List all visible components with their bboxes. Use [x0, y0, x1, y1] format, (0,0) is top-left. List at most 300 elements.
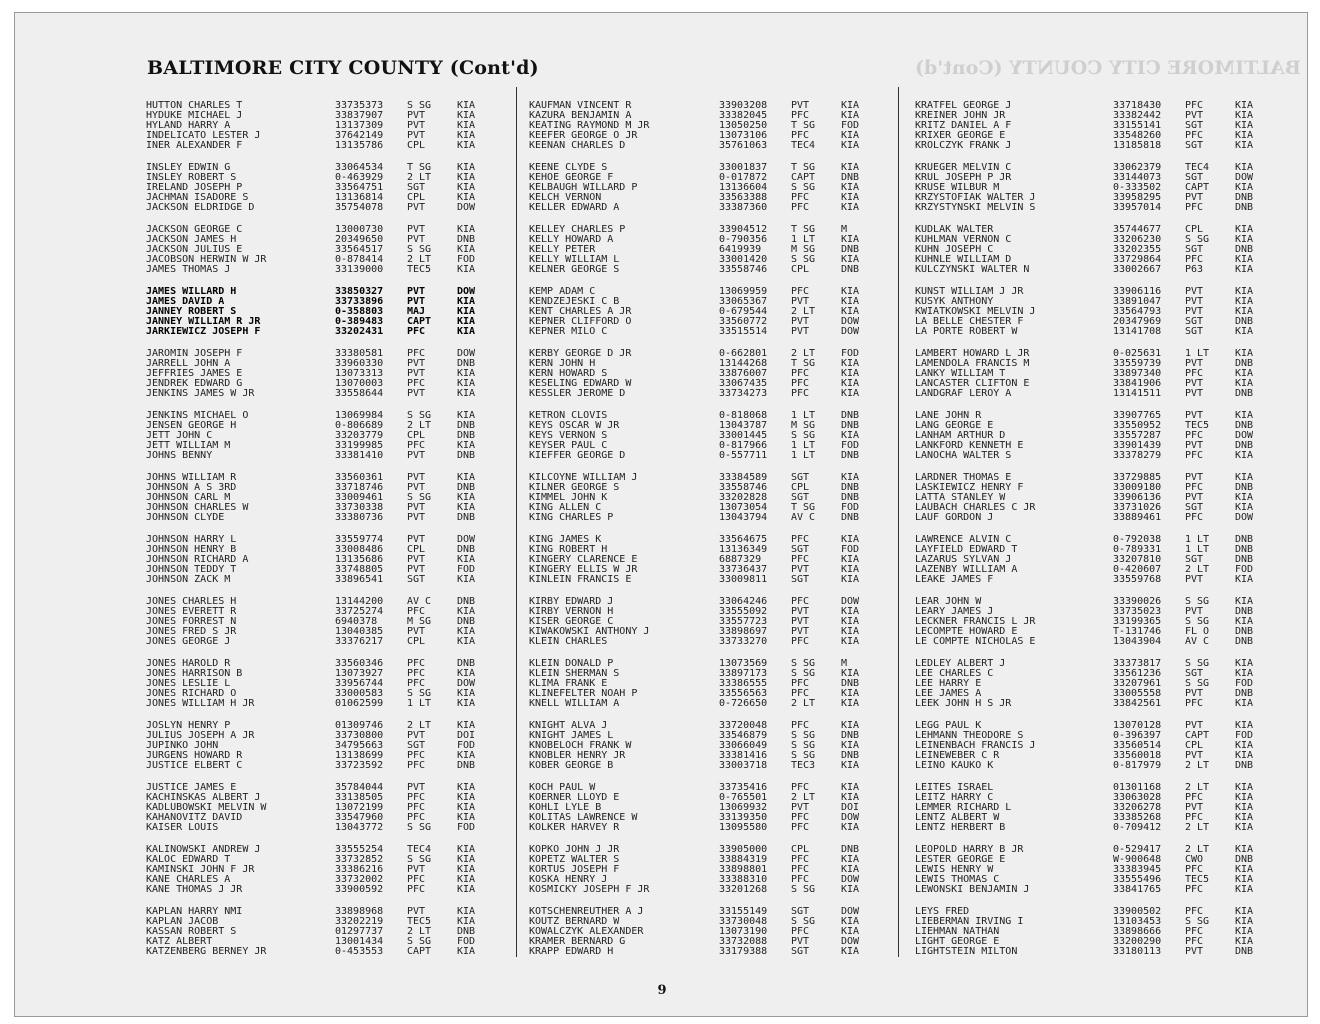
- entry-rank: PFC: [407, 378, 426, 389]
- entry-name: JACKSON JAMES H: [146, 234, 237, 245]
- entry-status: KIA: [841, 101, 860, 111]
- entry-group: [915, 287, 1267, 337]
- entry-name: KNOBLER HENRY JR: [529, 750, 626, 761]
- entry-name: LATTA STANLEY W: [915, 492, 1006, 503]
- entry-serial-number: T-131746: [1113, 626, 1162, 637]
- entry-status: KIA: [841, 110, 860, 121]
- casualty-entry: [146, 699, 489, 709]
- entry-group: [146, 287, 489, 337]
- entry-serial-number: 33062379: [1113, 162, 1162, 173]
- entry-serial-number: 33560514: [1113, 740, 1162, 751]
- casualty-entry: [146, 163, 489, 173]
- entry-serial-number: 13069959: [719, 286, 768, 297]
- casualty-entry: [915, 431, 1267, 441]
- entry-status: DOW: [841, 316, 860, 327]
- entry-rank: M SG: [791, 420, 816, 431]
- entry-name: JUSTICE ELBERT C: [146, 760, 243, 771]
- casualty-entry: [146, 855, 489, 865]
- entry-rank: CPL: [407, 544, 426, 555]
- casualty-entry: [146, 813, 489, 823]
- entry-serial-number: 33386216: [335, 864, 384, 875]
- entry-name: KOLITAS LAWRENCE W: [529, 812, 638, 823]
- entry-serial-number: 33200290: [1113, 936, 1162, 947]
- entry-rank: PVT: [791, 626, 810, 637]
- entry-status: KIA: [1235, 698, 1254, 709]
- casualty-entry: [529, 379, 873, 389]
- entry-status: DNB: [457, 596, 476, 607]
- entry-rank: S SG: [791, 740, 816, 751]
- entry-rank: SGT: [1185, 668, 1204, 679]
- entry-rank: S SG: [407, 854, 432, 865]
- casualty-entry: [915, 141, 1267, 151]
- entry-name: JOSLYN HENRY P: [146, 720, 231, 731]
- entry-serial-number: 33560018: [1113, 750, 1162, 761]
- entry-status: KIA: [1235, 874, 1254, 885]
- casualty-entry: [529, 349, 873, 359]
- entry-rank: PFC: [1185, 936, 1204, 947]
- entry-rank: P63: [1185, 264, 1204, 275]
- casualty-entry: [529, 389, 873, 399]
- entry-group: [915, 845, 1267, 895]
- entry-rank: CAPT: [407, 316, 432, 327]
- entry-serial-number: 33841906: [1113, 378, 1162, 389]
- entry-name: JONES HAROLD R: [146, 658, 231, 669]
- casualty-entry: [529, 823, 873, 833]
- entry-serial-number: 13103453: [1113, 916, 1162, 927]
- entry-status: KIA: [841, 378, 860, 389]
- entry-rank: PVT: [791, 296, 810, 307]
- casualty-entry: [146, 679, 489, 689]
- entry-rank: 2 LT: [1185, 844, 1210, 855]
- entry-serial-number: 13073569: [719, 658, 768, 669]
- entry-status: KIA: [1235, 378, 1254, 389]
- entry-name: KELLER EDWARD A: [529, 202, 620, 213]
- entry-serial-number: 33557723: [719, 616, 768, 627]
- entry-status: KIA: [1235, 472, 1254, 483]
- entry-rank: T SG: [791, 502, 816, 513]
- casualty-entry: [146, 637, 489, 647]
- entry-name: KERN JOHN H: [529, 358, 596, 369]
- entry-name: KOWALCZYK ALEXANDER: [529, 926, 644, 937]
- entry-serial-number: 33202355: [1113, 244, 1162, 255]
- entry-status: FOD: [1235, 564, 1254, 575]
- entry-rank: 1 LT: [1185, 544, 1210, 555]
- entry-name: KWIATKOWSKI MELVIN J: [915, 306, 1036, 317]
- entry-name: KOHLI LYLE B: [529, 802, 602, 813]
- entry-rank: SGT: [791, 946, 810, 957]
- casualty-entry: [146, 575, 489, 585]
- entry-rank: TEC4: [407, 844, 432, 855]
- entry-status: KIA: [1235, 224, 1254, 235]
- casualty-entry: [529, 297, 873, 307]
- entry-rank: 1 LT: [791, 234, 816, 245]
- entry-status: KIA: [841, 234, 860, 245]
- entry-serial-number: 33907765: [1113, 410, 1162, 421]
- entry-serial-number: 33725274: [335, 606, 384, 617]
- entry-rank: 2 LT: [1185, 564, 1210, 575]
- entry-name: HYLAND HARRY A: [146, 120, 231, 131]
- entry-name: LEGG PAUL K: [915, 720, 982, 731]
- entry-name: JETT JOHN C: [146, 430, 213, 441]
- entry-status: KIA: [457, 750, 476, 761]
- entry-name: KULCZYNSKI WALTER N: [915, 264, 1030, 275]
- entry-group: [529, 845, 873, 895]
- entry-serial-number: 33550952: [1113, 420, 1162, 431]
- entry-status: DNB: [1235, 626, 1254, 637]
- entry-name: INDELICATO LESTER J: [146, 130, 261, 141]
- casualty-entry: [915, 741, 1267, 751]
- casualty-column-3: [915, 101, 1267, 969]
- casualty-entry: [146, 265, 489, 275]
- entry-name: KEENAN CHARLES D: [529, 140, 626, 151]
- entry-status: KIA: [841, 574, 860, 585]
- entry-status: KIA: [841, 822, 860, 833]
- entry-serial-number: 33199365: [1113, 616, 1162, 627]
- entry-rank: PVT: [1185, 802, 1204, 813]
- casualty-entry: [915, 513, 1267, 523]
- casualty-entry: [915, 389, 1267, 399]
- casualty-entry: [146, 327, 489, 337]
- entry-status: KIA: [841, 884, 860, 895]
- entry-rank: PFC: [407, 348, 426, 359]
- entry-group: [529, 721, 873, 771]
- entry-group: [915, 473, 1267, 523]
- entry-name: KRUSE WILBUR M: [915, 182, 1000, 193]
- entry-serial-number: 0-709412: [1113, 822, 1162, 833]
- entry-name: KINLEIN FRANCIS E: [529, 574, 632, 585]
- entry-rank: PFC: [1185, 368, 1204, 379]
- entry-status: DNB: [1235, 192, 1254, 203]
- entry-name: JUSTICE JAMES E: [146, 782, 237, 793]
- entry-serial-number: 33387360: [719, 202, 768, 213]
- entry-group: [529, 287, 873, 337]
- entry-name: KENT CHARLES A JR: [529, 306, 632, 317]
- casualty-entry: [915, 535, 1267, 545]
- entry-name: KATZ ALBERT: [146, 936, 213, 947]
- entry-name: LANCASTER CLIFTON E: [915, 378, 1030, 389]
- entry-rank: CPL: [407, 140, 426, 151]
- entry-rank: 2 LT: [791, 792, 816, 803]
- casualty-entry: [146, 761, 489, 771]
- entry-serial-number: 33901439: [1113, 440, 1162, 451]
- entry-name: KINGERY CLARENCE E: [529, 554, 638, 565]
- entry-name: JUPINKO JOHN: [146, 740, 219, 751]
- entry-serial-number: 13073106: [719, 130, 768, 141]
- entry-serial-number: 33876007: [719, 368, 768, 379]
- entry-rank: S SG: [791, 254, 816, 265]
- entry-serial-number: 33900592: [335, 884, 384, 895]
- casualty-entry: [529, 565, 873, 575]
- entry-status: DNB: [1235, 544, 1254, 555]
- entry-name: KAISER LOUIS: [146, 822, 219, 833]
- casualty-entry: [915, 813, 1267, 823]
- entry-status: FOD: [457, 564, 476, 575]
- entry-rank: PFC: [407, 668, 426, 679]
- entry-rank: PFC: [407, 802, 426, 813]
- entry-status: DNB: [457, 482, 476, 493]
- entry-serial-number: 33139350: [719, 812, 768, 823]
- entry-status: KIA: [457, 916, 476, 927]
- entry-serial-number: 33065367: [719, 296, 768, 307]
- casualty-entry: [529, 503, 873, 513]
- entry-status: KIA: [457, 264, 476, 275]
- entry-rank: S SG: [1185, 658, 1210, 669]
- entry-rank: PVT: [407, 202, 426, 213]
- casualty-entry: [915, 597, 1267, 607]
- entry-name: LEYS FRED: [915, 906, 970, 917]
- entry-name: LIGHT GEORGE E: [915, 936, 1000, 947]
- entry-name: JARKIEWICZ JOSEPH F: [146, 326, 261, 337]
- casualty-entry: [529, 669, 873, 679]
- entry-serial-number: 01062599: [335, 698, 384, 709]
- entry-status: DNB: [457, 420, 476, 431]
- casualty-entry: [915, 845, 1267, 855]
- entry-name: KATZENBERG BERNEY JR: [146, 946, 267, 957]
- entry-rank: PFC: [791, 202, 810, 213]
- entry-serial-number: 33841765: [1113, 884, 1162, 895]
- entry-name: KLEIN SHERMAN S: [529, 668, 620, 679]
- entry-rank: 2 LT: [407, 720, 432, 731]
- entry-rank: T SG: [791, 162, 816, 173]
- entry-rank: TEC3: [791, 760, 816, 771]
- entry-name: KNIGHT ALVA J: [529, 720, 608, 731]
- casualty-entry: [915, 823, 1267, 833]
- entry-rank: PVT: [791, 936, 810, 947]
- entry-status: KIA: [1235, 368, 1254, 379]
- casualty-entry: [146, 927, 489, 937]
- entry-name: JENKINS MICHAEL O: [146, 410, 249, 421]
- entry-name: INSLEY ROBERT S: [146, 172, 237, 183]
- entry-name: KAPLAN JACOB: [146, 916, 219, 927]
- entry-status: DOW: [1235, 430, 1254, 441]
- entry-status: KIA: [1235, 906, 1254, 917]
- entry-serial-number: 33001420: [719, 254, 768, 265]
- entry-rank: PFC: [1185, 864, 1204, 875]
- entry-status: KIA: [1235, 140, 1254, 151]
- entry-group: [146, 721, 489, 771]
- entry-serial-number: 33837907: [335, 110, 384, 121]
- entry-name: LENTZ ALBERT W: [915, 812, 1000, 823]
- entry-status: KIA: [457, 502, 476, 513]
- entry-rank: PFC: [791, 782, 810, 793]
- casualty-entry: [529, 793, 873, 803]
- entry-status: KIA: [841, 946, 860, 957]
- entry-name: LANDGRAF LEROY A: [915, 388, 1012, 399]
- entry-serial-number: 33515514: [719, 326, 768, 337]
- entry-group: [915, 535, 1267, 585]
- casualty-entry: [529, 555, 873, 565]
- entry-rank: 2 LT: [1185, 822, 1210, 833]
- entry-status: KIA: [457, 172, 476, 183]
- entry-status: KIA: [1235, 254, 1254, 265]
- entry-rank: PVT: [407, 564, 426, 575]
- casualty-entry: [146, 545, 489, 555]
- entry-rank: PVT: [407, 512, 426, 523]
- entry-name: IRELAND JOSEPH P: [146, 182, 243, 193]
- casualty-entry: [915, 287, 1267, 297]
- entry-group: [915, 411, 1267, 461]
- entry-status: DNB: [841, 512, 860, 523]
- entry-rank: CAPT: [791, 172, 816, 183]
- entry-status: KIA: [457, 636, 476, 647]
- casualty-entry: [915, 917, 1267, 927]
- entry-serial-number: 0-790356: [719, 234, 768, 245]
- entry-status: KIA: [1235, 286, 1254, 297]
- entry-rank: PVT: [791, 326, 810, 337]
- entry-name: LEOPOLD HARRY B JR: [915, 844, 1024, 855]
- entry-status: DNB: [1235, 316, 1254, 327]
- entry-status: DOW: [841, 596, 860, 607]
- casualty-entry: [915, 947, 1267, 957]
- entry-rank: PFC: [407, 326, 426, 337]
- page-number: 9: [657, 983, 667, 998]
- entry-serial-number: W-900648: [1113, 854, 1162, 865]
- entry-name: KOSKA HENRY J: [529, 874, 608, 885]
- entry-rank: PFC: [1185, 202, 1204, 213]
- entry-status: DOW: [841, 936, 860, 947]
- entry-rank: 2 LT: [407, 172, 432, 183]
- entry-status: KIA: [457, 844, 476, 855]
- entry-rank: CPL: [791, 482, 810, 493]
- entry-rank: PFC: [791, 554, 810, 565]
- entry-rank: CPL: [1185, 224, 1204, 235]
- entry-rank: PVT: [407, 358, 426, 369]
- entry-status: DOI: [457, 730, 476, 741]
- entry-name: KANE THOMAS J JR: [146, 884, 243, 895]
- entry-status: FOD: [841, 348, 860, 359]
- entry-rank: FL O: [1185, 626, 1210, 637]
- casualty-entry: [915, 163, 1267, 173]
- entry-serial-number: 13135786: [335, 140, 384, 151]
- entry-status: DNB: [1235, 358, 1254, 369]
- entry-serial-number: 13070128: [1113, 720, 1162, 731]
- entry-serial-number: 34795663: [335, 740, 384, 751]
- entry-rank: T SG: [791, 358, 816, 369]
- entry-serial-number: 33180113: [1113, 946, 1162, 957]
- entry-rank: CAPT: [407, 946, 432, 957]
- entry-serial-number: 13073054: [719, 502, 768, 513]
- entry-rank: PVT: [407, 482, 426, 493]
- page-title: BALTIMORE CITY COUNTY (Cont'd): [147, 57, 539, 79]
- entry-group: [529, 163, 873, 213]
- casualty-entry: [146, 783, 489, 793]
- entry-status: KIA: [1235, 884, 1254, 895]
- entry-serial-number: 6887329: [719, 554, 762, 565]
- entry-rank: PVT: [1185, 192, 1204, 203]
- casualty-entry: [529, 441, 873, 451]
- entry-rank: S SG: [1185, 234, 1210, 245]
- entry-status: DNB: [1235, 388, 1254, 399]
- casualty-entry: [146, 731, 489, 741]
- entry-name: JOHNSON TEDDY T: [146, 564, 237, 575]
- entry-name: KALINOWSKI ANDREW J: [146, 844, 261, 855]
- entry-rank: SGT: [1185, 316, 1204, 327]
- document-page: [14, 12, 1308, 1017]
- casualty-entry: [529, 111, 873, 121]
- casualty-entry: [915, 875, 1267, 885]
- entry-serial-number: 33380736: [335, 512, 384, 523]
- entry-serial-number: 33559768: [1113, 574, 1162, 585]
- entry-rank: S SG: [1185, 616, 1210, 627]
- entry-status: DNB: [1235, 760, 1254, 771]
- entry-status: FOD: [457, 822, 476, 833]
- casualty-entry: [146, 131, 489, 141]
- entry-name: KEATING RAYMOND M JR: [529, 120, 650, 131]
- entry-rank: SGT: [1185, 554, 1204, 565]
- entry-name: JOHNSON CHARLES W: [146, 502, 249, 513]
- casualty-entry: [915, 793, 1267, 803]
- entry-name: LEARY JAMES J: [915, 606, 994, 617]
- entry-status: KIA: [1235, 812, 1254, 823]
- entry-status: KIA: [457, 688, 476, 699]
- casualty-entry: [146, 245, 489, 255]
- casualty-entry: [529, 637, 873, 647]
- entry-serial-number: 33720048: [719, 720, 768, 731]
- entry-status: KIA: [1235, 658, 1254, 669]
- entry-status: KIA: [841, 192, 860, 203]
- entry-name: KIRBY VERNON H: [529, 606, 614, 617]
- casualty-entry: [529, 431, 873, 441]
- entry-status: KIA: [457, 410, 476, 421]
- entry-serial-number: 13040385: [335, 626, 384, 637]
- entry-serial-number: 13135686: [335, 554, 384, 565]
- entry-status: KIA: [841, 358, 860, 369]
- casualty-entry: [146, 173, 489, 183]
- entry-status: KIA: [841, 688, 860, 699]
- entry-rank: PFC: [791, 636, 810, 647]
- entry-rank: PFC: [791, 854, 810, 865]
- entry-rank: 2 LT: [1185, 760, 1210, 771]
- casualty-entry: [146, 141, 489, 151]
- bleed-through-title: BALTIMORE CITY COUNTY (Cont'd): [915, 57, 1301, 79]
- entry-rank: PFC: [1185, 512, 1204, 523]
- entry-name: LEINO KAUKO K: [915, 760, 994, 771]
- entry-name: JAROMIN JOSEPH F: [146, 348, 243, 359]
- casualty-entry: [529, 575, 873, 585]
- entry-status: DNB: [841, 750, 860, 761]
- entry-status: DNB: [1235, 202, 1254, 213]
- entry-name: LANKFORD KENNETH E: [915, 440, 1024, 451]
- entry-status: KIA: [457, 854, 476, 865]
- entry-status: FOD: [457, 936, 476, 947]
- entry-status: DNB: [457, 234, 476, 245]
- entry-rank: PFC: [791, 812, 810, 823]
- entry-serial-number: 33138505: [335, 792, 384, 803]
- casualty-entry: [146, 607, 489, 617]
- entry-serial-number: 0-396397: [1113, 730, 1162, 741]
- entry-status: KIA: [1235, 740, 1254, 751]
- entry-rank: PVT: [407, 906, 426, 917]
- entry-rank: PFC: [791, 286, 810, 297]
- entry-serial-number: 33732852: [335, 854, 384, 865]
- entry-serial-number: 33734273: [719, 388, 768, 399]
- entry-rank: CPL: [407, 636, 426, 647]
- entry-status: KIA: [841, 182, 860, 193]
- entry-name: KRIXER GEORGE E: [915, 130, 1006, 141]
- casualty-entry: [146, 597, 489, 607]
- casualty-entry: [146, 183, 489, 193]
- entry-status: KIA: [457, 720, 476, 731]
- entry-serial-number: 0-463929: [335, 172, 384, 183]
- entry-status: DNB: [841, 264, 860, 275]
- entry-rank: PVT: [1185, 750, 1204, 761]
- entry-rank: PFC: [1185, 430, 1204, 441]
- entry-status: DOW: [841, 812, 860, 823]
- entry-name: KRAMER BERNARD G: [529, 936, 626, 947]
- entry-name: JOHNSON CARL M: [146, 492, 231, 503]
- entry-rank: PFC: [791, 378, 810, 389]
- entry-rank: TEC5: [1185, 420, 1210, 431]
